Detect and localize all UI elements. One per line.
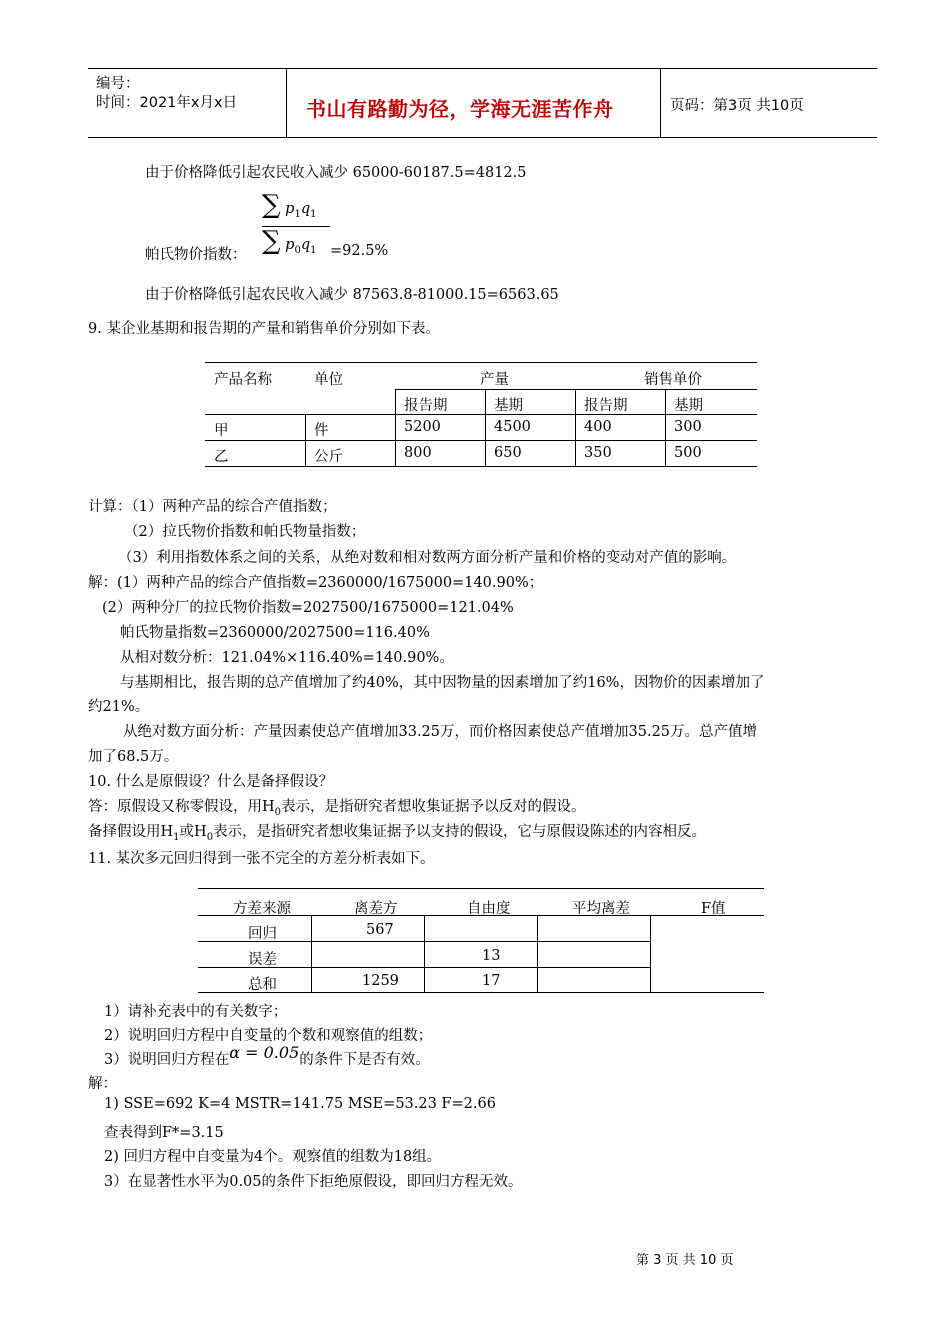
paasche-label: 帕氏物价指数： — [145, 247, 247, 263]
text-line: 2）说明回归方程中自变量的个数和观察值的组数； — [104, 1028, 433, 1044]
table-bottom-rule — [205, 466, 757, 467]
text-line: （3）利用指数体系之间的关系，从绝对数和相对数两方面分析产量和价格的变动对产值的影响。 — [118, 550, 737, 566]
text-line: 从绝对数方面分析：产量因素使总产值增加33.25万，而价格因素使总产值增加35.25万。总产值增 — [123, 724, 758, 740]
text-line: 1) SSE=692 K=4 MSTR=141.75 MSE=53.23 F=2.66 — [104, 1096, 496, 1112]
alpha-formula: α = 0.05 — [229, 1043, 300, 1062]
table-cell: 13 — [482, 948, 501, 964]
page-header — [88, 68, 877, 138]
table-cell: 5200 — [404, 419, 441, 435]
text-fragment: 表示，是指研究者想收集证据予以支持的假设，它与原假设陈述的内容相反。 — [213, 824, 707, 840]
th-mean-square: 平均离差 — [572, 901, 630, 917]
table-rule — [395, 389, 757, 390]
table-cell: 300 — [674, 419, 702, 435]
th-report-qty: 报告期 — [404, 398, 448, 414]
th-base-price: 基期 — [674, 398, 703, 414]
text-line: 从相对数分析：121.04%×116.40%=140.90%。 — [120, 650, 454, 666]
table-vrule — [575, 389, 576, 466]
th-sum-squares: 离差方 — [354, 901, 398, 917]
text-line: 帕氏物量指数=2360000/2027500=116.40% — [120, 625, 430, 641]
text-line: 1）请补充表中的有关数字； — [104, 1004, 288, 1020]
table-rule — [205, 440, 757, 441]
text-line: 解：(1）两种产品的综合产值指数=2360000/1675000=140.90%； — [88, 575, 544, 591]
text-line: 加了68.5万。 — [88, 749, 179, 765]
table-cell: 公斤 — [314, 449, 343, 465]
table-cell: 件 — [314, 423, 329, 439]
table-top-rule — [198, 888, 764, 889]
th-price: 销售单价 — [644, 372, 702, 388]
text-line: 3）在显著性水平为0.05的条件下拒绝原假设，即回归方程无效。 — [104, 1174, 523, 1190]
header-divider — [660, 69, 661, 137]
table-vrule — [395, 389, 396, 466]
paasche-value: =92.5% — [330, 243, 389, 259]
table-cell: 567 — [366, 922, 394, 938]
text-fragment: 备择假设用H — [88, 824, 174, 840]
header-divider — [286, 69, 287, 137]
answer-10-line1 — [88, 795, 586, 818]
doc-number-label: 编号： — [96, 76, 140, 92]
table-cell: 650 — [494, 445, 522, 461]
table-cell: 800 — [404, 445, 432, 461]
text-fragment: 表示，是指研究者想收集证据予以反对的假设。 — [281, 799, 586, 815]
table-top-rule — [205, 362, 757, 363]
th-quantity: 产量 — [480, 372, 509, 388]
subscript: 1 — [173, 831, 180, 843]
text-fragment: 答：原假设又称零假设，用H — [88, 799, 275, 815]
th-product-name: 产品名称 — [214, 372, 272, 388]
table-vrule — [665, 389, 666, 466]
requirement-3 — [104, 1043, 430, 1069]
page-number-label: 页码：第3页 共10页 — [670, 98, 804, 114]
th-source: 方差来源 — [233, 901, 291, 917]
table-cell: 回归 — [248, 926, 277, 942]
text-line: （2）拉氏物价指数和帕氏物量指数； — [124, 524, 366, 540]
table-cell: 误差 — [248, 952, 277, 968]
table-cell: 500 — [674, 445, 702, 461]
table-vrule — [424, 915, 425, 992]
text-line: 由于价格降低引起农民收入减少 65000-60187.5=4812.5 — [145, 165, 527, 181]
text-fragment: 3）说明回归方程在 — [104, 1052, 230, 1068]
table-cell: 1259 — [362, 973, 399, 989]
text-line: 约21%。 — [88, 699, 150, 715]
text-fragment: 的条件下是否有效。 — [299, 1052, 430, 1068]
table-cell: 4500 — [494, 419, 531, 435]
text-line: 查表得到F*=3.15 — [104, 1125, 224, 1141]
question-11: 11. 某次多元回归得到一张不完全的方差分析表如下。 — [88, 851, 435, 867]
question-9: 9. 某企业基期和报告期的产量和销售单价分别如下表。 — [88, 321, 440, 337]
subscript: 0 — [206, 831, 214, 843]
doc-time-label: 时间：2021年x月x日 — [96, 95, 238, 111]
table-vrule — [311, 915, 312, 992]
text-line: 与基期相比，报告期的总产值增加了约40%，其中因物量的因素增加了约16%，因物价的因素增加了 — [120, 675, 765, 691]
th-base-qty: 基期 — [494, 398, 523, 414]
table-vrule — [650, 915, 651, 992]
table-cell: 总和 — [248, 977, 277, 993]
table-vrule — [485, 389, 486, 466]
question-10: 10. 什么是原假设？什么是备择假设？ — [88, 774, 334, 790]
table-cell: 400 — [584, 419, 612, 435]
text-line: 由于价格降低引起农民收入减少 87563.8-81000.15=6563.65 — [145, 287, 559, 303]
table-bottom-rule — [198, 992, 764, 993]
text-line: 2) 回归方程中自变量为4个。观察值的组数为18组。 — [104, 1149, 442, 1165]
table-vrule — [305, 414, 306, 466]
th-df: 自由度 — [467, 901, 511, 917]
header-motto: 书山有路勤为径，学海无涯苦作舟 — [306, 97, 614, 121]
sum-symbol: ∑ — [262, 226, 281, 256]
subscript: 0 — [274, 806, 282, 818]
formula-numerator: ∑ $p_1q_1$ — [262, 190, 317, 220]
text-line: 计算：（1）两种产品的综合产值指数； — [88, 499, 337, 515]
table-vrule — [537, 915, 538, 992]
text-line: (2）两种分厂的拉氏物价指数=2027500/1675000=121.04% — [102, 600, 514, 616]
table-cell: 17 — [482, 973, 501, 989]
sum-symbol: ∑ — [262, 190, 281, 220]
th-report-price: 报告期 — [584, 398, 628, 414]
table-cell: 350 — [584, 445, 612, 461]
th-unit: 单位 — [314, 372, 343, 388]
table-cell: 甲 — [214, 423, 229, 439]
text-fragment: 或H — [179, 824, 207, 840]
th-f-value: F值 — [701, 901, 726, 917]
table-cell: 乙 — [214, 449, 229, 465]
page-footer: 第 3 页 共 10 页 — [636, 1253, 734, 1268]
formula-denominator: ∑ $p_0q_1$ — [262, 226, 317, 256]
answer-10-line2 — [88, 820, 706, 843]
text-line: 解： — [88, 1076, 117, 1092]
